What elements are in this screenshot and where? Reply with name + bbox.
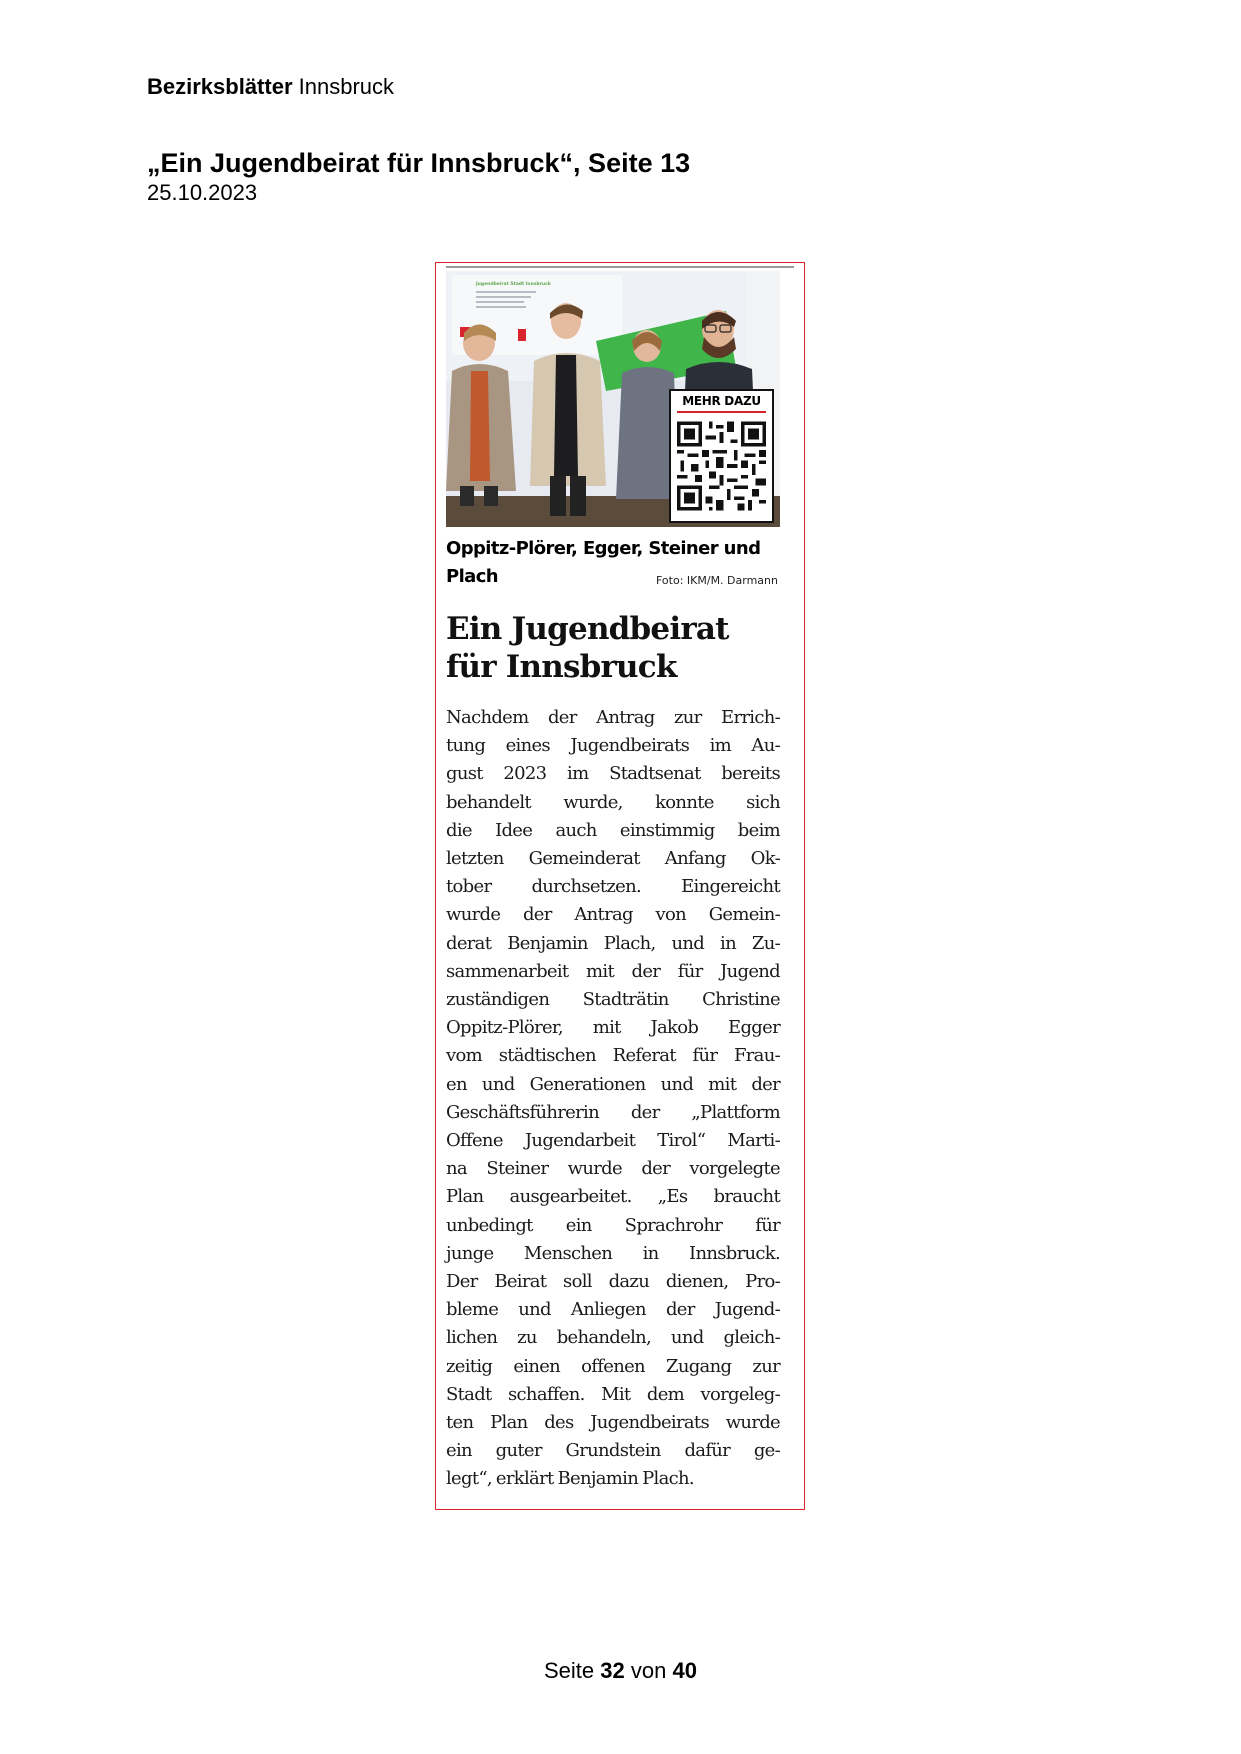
total-page-number: 40 (672, 1658, 697, 1683)
body-line: sammenarbeit mit der für Jugend (446, 960, 780, 982)
article-title (446, 610, 791, 686)
body-line: Offene Jugendarbeit Tirol“ Marti- (446, 1130, 780, 1152)
body-line: tung eines Jugendbeirats im Au- (446, 735, 780, 757)
article-title-line: für Innsbruck (446, 649, 677, 685)
publication-bold: Bezirksblätter (147, 74, 293, 99)
footer-middle: von (630, 1658, 667, 1683)
body-line: en und Generationen und mit der (446, 1073, 780, 1095)
body-line: junge Menschen in Innsbruck. (446, 1242, 780, 1264)
body-line: na Steiner wurde der vorgelegte (446, 1158, 780, 1180)
photo-caption: Oppitz-Plörer, Egger, Steiner und Plach (446, 538, 761, 587)
qr-code-icon[interactable] (677, 417, 766, 515)
body-line: wurde der Antrag von Gemein- (446, 904, 780, 926)
body-line: Nachdem der Antrag zur Errich- (446, 707, 780, 728)
body-line: behandelt wurde, konnte sich (446, 791, 780, 813)
clipping-top-rule (446, 266, 794, 268)
body-line: die Idee auch einstimmig beim (446, 819, 780, 841)
body-line: letzten Gemeinderat Anfang Ok- (446, 848, 780, 870)
current-page-number: 32 (600, 1658, 625, 1683)
article-date: 25.10.2023 (147, 180, 258, 205)
body-line: Stadt schaffen. Mit dem vorgeleg- (446, 1383, 780, 1405)
body-line: Oppitz-Plörer, mit Jakob Egger (446, 1017, 780, 1039)
photo-credit: Foto: IKM/M. Darmann (656, 574, 778, 587)
body-line: Geschäftsführerin der „Plattform (446, 1101, 780, 1123)
banner-text: Jugendbeirat Stadt Innsbruck (476, 282, 551, 287)
body-line: zeitig einen offenen Zugang zur (446, 1355, 780, 1377)
page-footer (0, 1658, 1241, 1684)
article-body (446, 704, 780, 1494)
body-line: unbedingt ein Sprachrohr für (446, 1214, 780, 1236)
qr-label-underline (677, 411, 766, 413)
qr-label: MEHR DAZU (682, 394, 761, 408)
article-reference: „Ein Jugendbeirat für Innsbruck“, Seite 13 (147, 148, 691, 178)
body-line: ein guter Grundstein dafür ge- (446, 1440, 780, 1462)
body-line: ten Plan des Jugendbeirats wurde (446, 1412, 780, 1434)
body-line: Plan ausgearbeitet. „Es braucht (446, 1186, 780, 1208)
publication-name (147, 74, 394, 100)
article-title-line: Ein Jugendbeirat (446, 611, 729, 647)
body-line: vom städtischen Referat für Frau- (446, 1045, 780, 1067)
body-line: gust 2023 im Stadtsenat bereits (446, 763, 780, 785)
article-photo (446, 271, 780, 527)
newspaper-clipping (435, 262, 805, 1510)
body-line: derat Benjamin Plach, und in Zu- (446, 932, 780, 954)
publication-region: Innsbruck (298, 74, 395, 99)
qr-code-box[interactable] (669, 389, 774, 523)
body-line: tober durchsetzen. Eingereicht (446, 876, 780, 898)
body-line: lichen zu behandeln, und gleich- (446, 1327, 780, 1349)
footer-prefix: Seite (544, 1658, 595, 1683)
body-line: Der Beirat soll dazu dienen, Pro- (446, 1271, 780, 1293)
body-line: bleme und Anliegen der Jugend- (446, 1299, 780, 1321)
body-line: zuständigen Stadträtin Christine (446, 989, 780, 1011)
body-line: legt“, erklärt Benjamin Plach. (446, 1468, 694, 1490)
